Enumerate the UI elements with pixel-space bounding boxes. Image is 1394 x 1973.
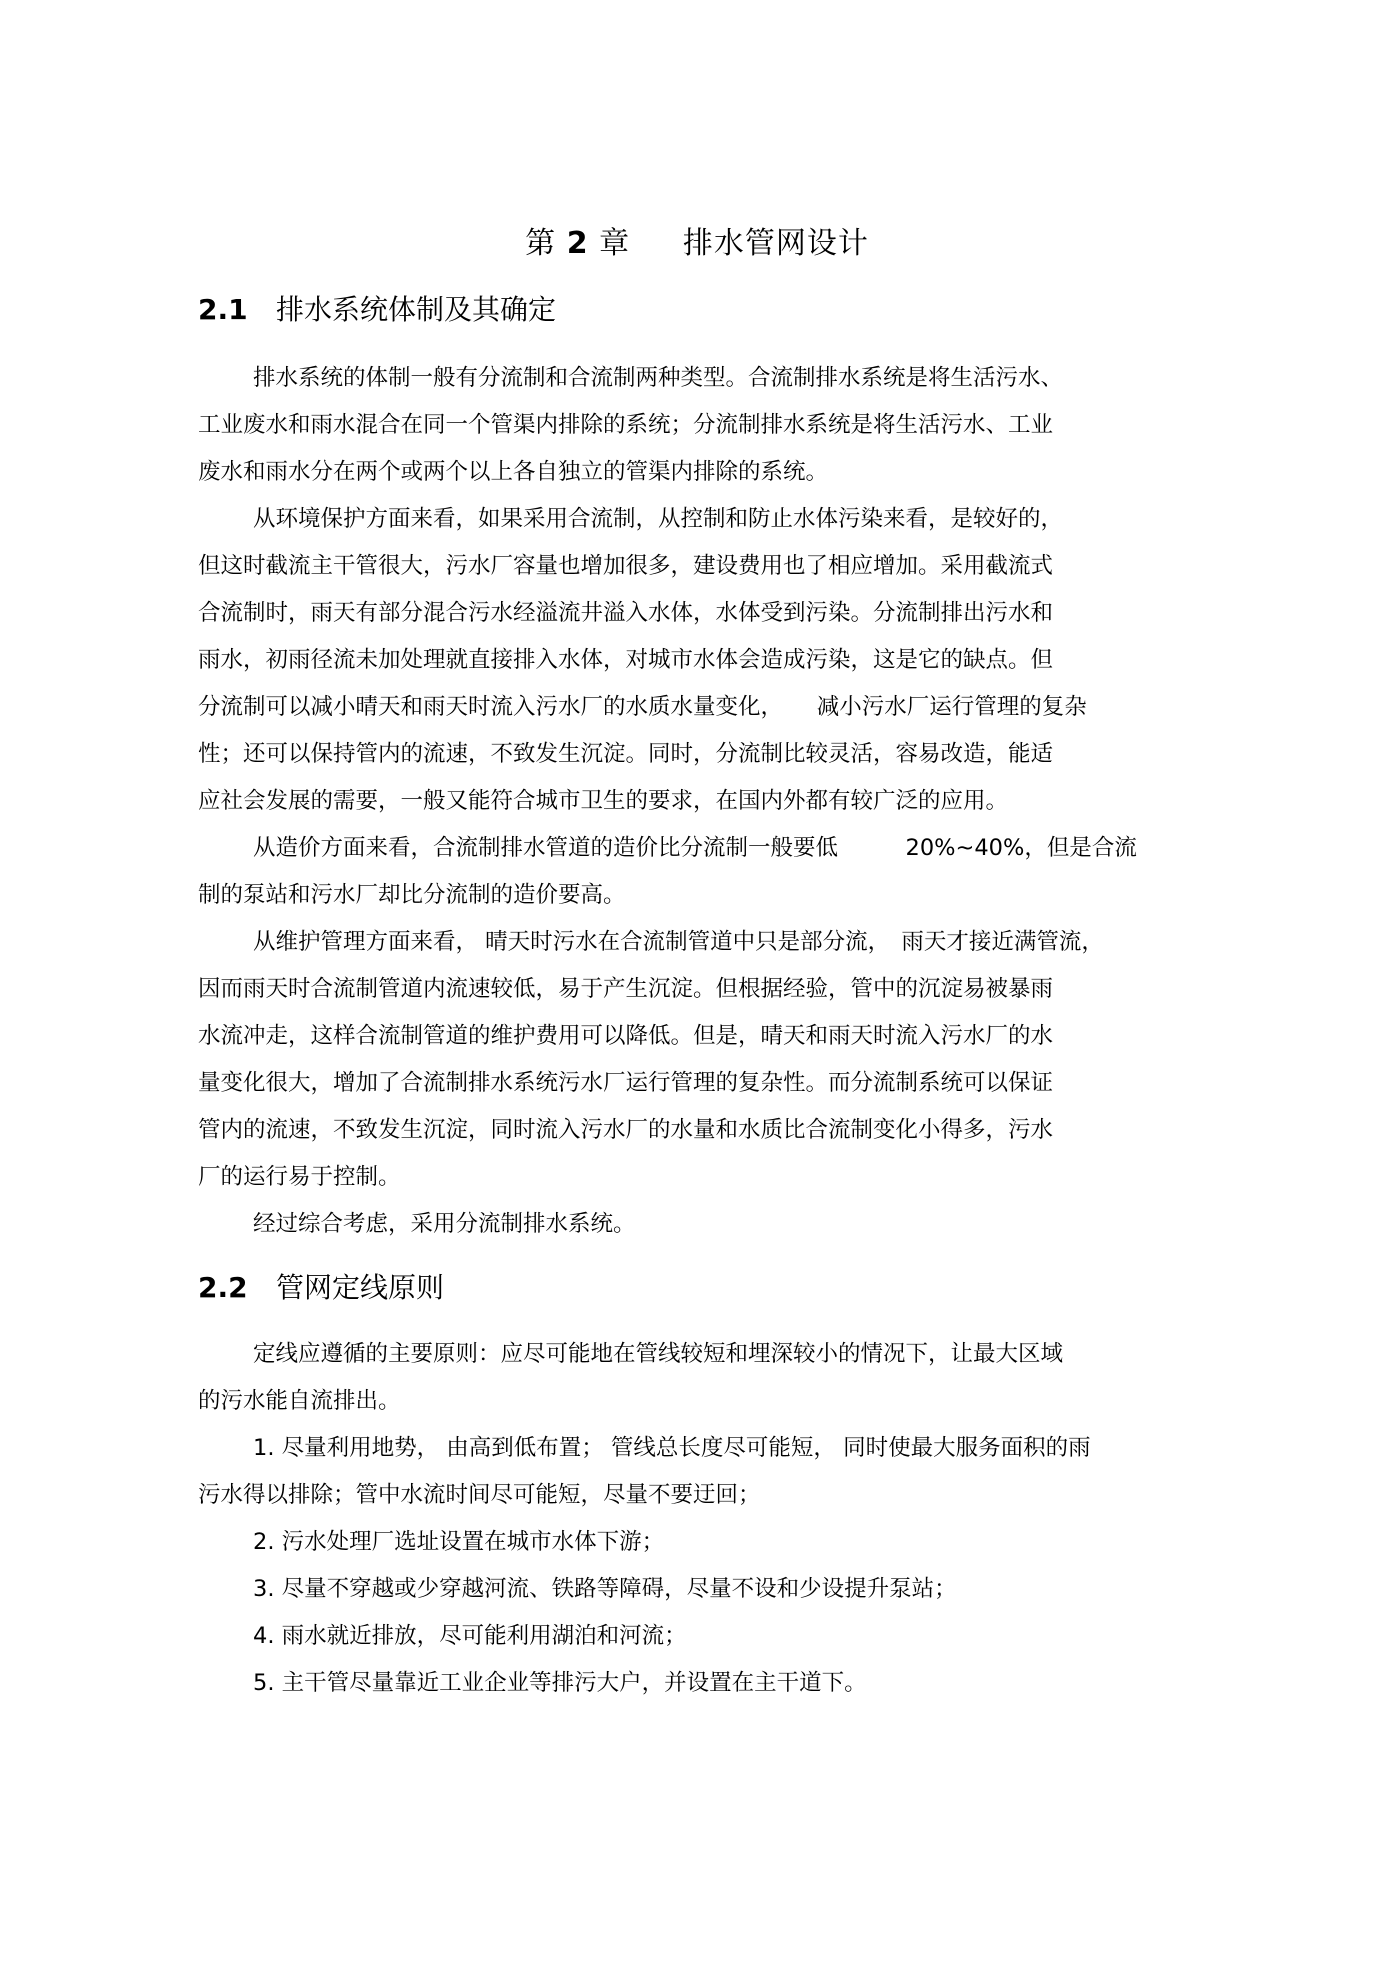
- text-line: 定线应遵循的主要原则：应尽可能地在管线较短和埋深较小的情况下，让最大区域: [253, 1341, 1064, 1367]
- section-title: 管网定线原则: [276, 1271, 445, 1304]
- chapter-name: 排水管网设计: [682, 226, 869, 261]
- text-line: 从环境保护方面来看，如果采用合流制，从控制和防止水体污染来看，是较好的，: [253, 506, 1064, 532]
- text-line: 因而雨天时合流制管道内流速较低，易于产生沉淀。但根据经验，管中的沉淀易被暴雨: [198, 976, 1054, 1002]
- list-item: 2. 污水处理厂选址设置在城市水体下游；: [253, 1529, 665, 1555]
- list-item: 4. 雨水就近排放，尽可能利用湖泊和河流；: [253, 1623, 687, 1649]
- chapter-suffix: 章: [599, 226, 631, 261]
- text-line: 废水和雨水分在两个或两个以上各自独立的管渠内排除的系统。: [198, 459, 829, 485]
- chapter-number: 2: [566, 226, 589, 261]
- text-line: 应社会发展的需要，一般又能符合城市卫生的要求，在国内外都有较广泛的应用。: [198, 788, 1009, 814]
- chapter-title: [0, 222, 1394, 266]
- text-line: 经过综合考虑，采用分流制排水系统。: [253, 1211, 636, 1237]
- text-line: 合流制时，雨天有部分混合污水经溢流井溢入水体，水体受到污染。分流制排出污水和: [198, 600, 1054, 626]
- text-line: 从造价方面来看，合流制排水管道的造价比分流制一般要低 20%~40%，但是合流: [253, 835, 1137, 861]
- section-title: 排水系统体制及其确定: [276, 293, 557, 326]
- section-number: 2.1: [198, 293, 248, 326]
- text-line: 雨水，初雨径流未加处理就直接排入水体，对城市水体会造成污染，这是它的缺点。但: [198, 647, 1054, 673]
- text-line: 排水系统的体制一般有分流制和合流制两种类型。合流制排水系统是将生活污水、: [253, 365, 1064, 391]
- text-line: 厂的运行易于控制。: [198, 1164, 401, 1190]
- text-line: 分流制可以减小晴天和雨天时流入污水厂的水质水量变化， 减小污水厂运行管理的复杂: [198, 694, 1087, 720]
- text-line: 性；还可以保持管内的流速，不致发生沉淀。同时，分流制比较灵活，容易改造，能适: [198, 741, 1054, 767]
- text-line: 工业废水和雨水混合在同一个管渠内排除的系统；分流制排水系统是将生活污水、工业: [198, 412, 1054, 438]
- section-heading-2-1: [198, 290, 556, 330]
- list-item: 1. 尽量利用地势， 由高到低布置； 管线总长度尽可能短， 同时使最大服务面积的雨: [253, 1435, 1091, 1461]
- text-line: 量变化很大，增加了合流制排水系统污水厂运行管理的复杂性。而分流制系统可以保证: [198, 1070, 1054, 1096]
- section-heading-2-2: [198, 1268, 444, 1308]
- text-line: 管内的流速，不致发生沉淀，同时流入污水厂的水量和水质比合流制变化小得多，污水: [198, 1117, 1054, 1143]
- text-line: 水流冲走，这样合流制管道的维护费用可以降低。但是，晴天和雨天时流入污水厂的水: [198, 1023, 1054, 1049]
- list-item: 5. 主干管尽量靠近工业企业等排污大户，并设置在主干道下。: [253, 1670, 867, 1696]
- text-line: 的污水能自流排出。: [198, 1388, 401, 1414]
- list-item: 3. 尽量不穿越或少穿越河流、铁路等障碍，尽量不设和少设提升泵站；: [253, 1576, 957, 1602]
- text-line: 污水得以排除；管中水流时间尽可能短，尽量不要迂回；: [198, 1482, 761, 1508]
- text-line: 但这时截流主干管很大，污水厂容量也增加很多，建设费用也了相应增加。采用截流式: [198, 553, 1054, 579]
- section-number: 2.2: [198, 1271, 248, 1304]
- text-line: 从维护管理方面来看， 晴天时污水在合流制管道中只是部分流， 雨天才接近满管流，: [253, 929, 1104, 955]
- chapter-prefix: 第: [525, 226, 557, 261]
- text-line: 制的泵站和污水厂却比分流制的造价要高。: [198, 882, 626, 908]
